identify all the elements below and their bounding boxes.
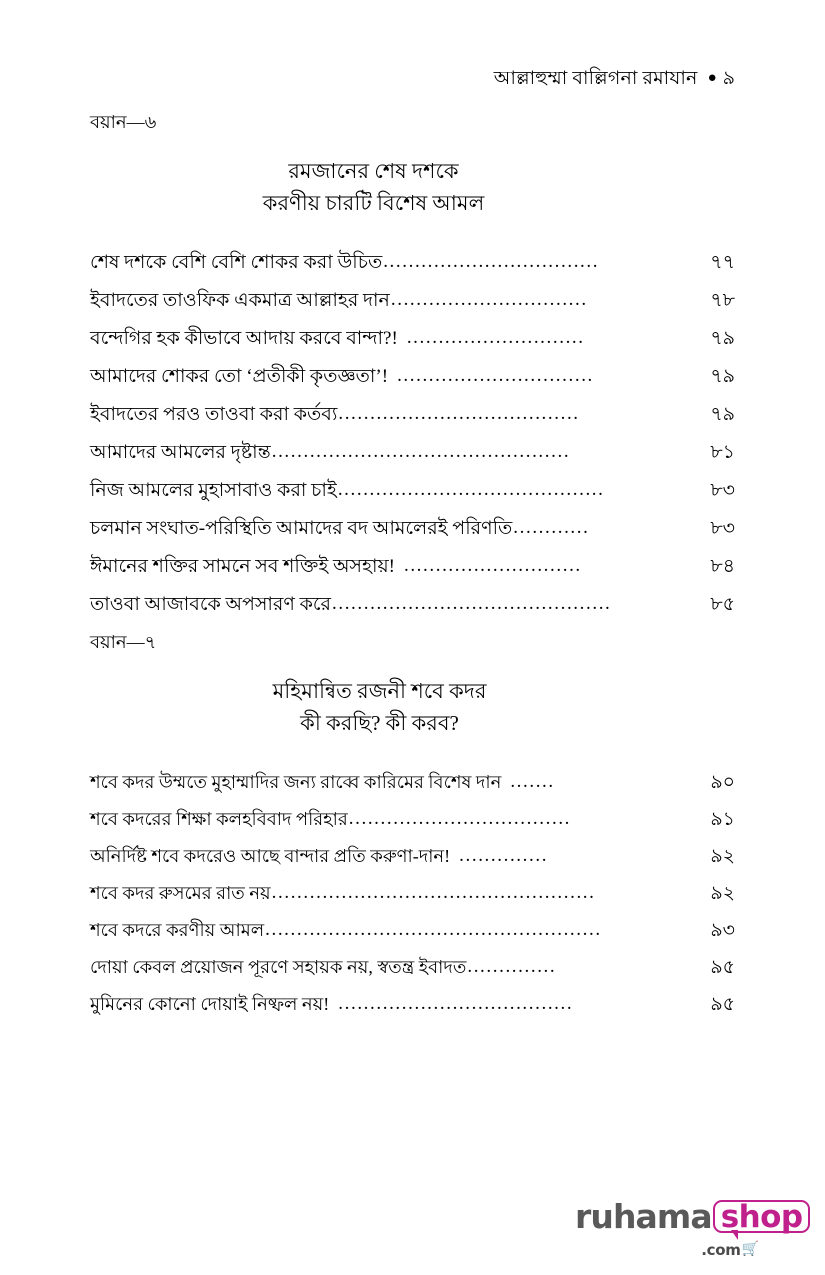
toc-entry[interactable] (90, 557, 735, 595)
running-header (90, 68, 735, 91)
toc-entry-title: মুমিনের কোনো দোয়াই নিষ্ফল নয়! (90, 994, 330, 1015)
toc-entry-page: ৭৮ (710, 290, 735, 312)
toc-entry-title: বন্দেগির হক কীভাবে আদায় করবে বান্দা?! (90, 328, 398, 350)
toc-entry-page: ৯৫ (710, 957, 735, 979)
section-title-line-2: কী করছি? কী করব? (300, 710, 459, 735)
toc-dot-leader: ............................... (397, 366, 594, 386)
toc-entry-page: ৮৫ (710, 594, 735, 616)
toc-entry-title: ইবাদতের তাওফিক একমাত্র আল্লাহর দান (90, 290, 390, 312)
toc-dot-leader: ...................................... (338, 404, 580, 424)
toc-entry-title: ঈমানের শক্তির সামনে সব শক্তিই অসহায়! (90, 556, 395, 578)
toc-dot-leader: ............................................... (271, 442, 571, 462)
logo-speech-bubble-icon (713, 1200, 811, 1233)
toc-entry-page: ৯৫ (710, 994, 735, 1016)
section-title-bayan-7 (90, 676, 735, 740)
toc-section-bayan-7 (90, 632, 735, 1032)
toc-entry[interactable] (90, 847, 735, 884)
toc-entry[interactable] (90, 291, 735, 329)
toc-entry[interactable] (90, 921, 735, 958)
toc-entry-page: ৭৯ (710, 366, 735, 388)
toc-entry[interactable] (90, 773, 735, 810)
logo-domain-row (575, 1241, 760, 1259)
toc-dot-leader: ............ (513, 518, 590, 538)
toc-entry-title: অনির্দিষ্ট শবে কদরেও আছে বান্দার প্রতি করুণা-দান! (90, 846, 451, 867)
section-title-line-1: রমজানের শেষ দশকে (288, 158, 459, 183)
toc-section-bayan-6 (90, 112, 735, 633)
toc-entry-title: দোয়া কেবল প্রয়োজন পূরণে সহায়ক নয়, স্বতন্ত্র ইবাদত (90, 957, 467, 978)
toc-entry-title: তাওবা আজাবকে অপসারণ করে (90, 594, 331, 616)
toc-entry-title: শেষ দশকে বেশি বেশি শোকর করা উচিত (90, 252, 383, 274)
toc-entry-title: শবে কদর রুসমের রাত নয় (90, 883, 271, 904)
toc-entry[interactable] (90, 519, 735, 557)
toc-entry[interactable] (90, 481, 735, 519)
toc-dot-leader: .............. (467, 957, 557, 977)
toc-entry[interactable] (90, 995, 735, 1032)
toc-entry-title: চলমান সংঘাত-পরিস্থিতি আমাদের বদ আমলেরই পরিণতি (90, 518, 513, 540)
toc-entry[interactable] (90, 329, 735, 367)
toc-entry-page: ৭৯ (710, 328, 735, 350)
bayan-label-7: বয়ান—৭ (90, 632, 157, 652)
toc-entry[interactable] (90, 810, 735, 847)
logo-accent-text: shop (720, 1199, 803, 1235)
toc-dot-leader: .............. (459, 846, 549, 866)
shopping-cart-icon: 🛒 (741, 1242, 759, 1257)
toc-entry-title: শবে কদরে করণীয় আমল (90, 920, 265, 941)
toc-dot-leader: ............................... (390, 290, 588, 310)
toc-dot-leader: ..................................... (338, 994, 574, 1014)
toc-entry[interactable] (90, 367, 735, 405)
toc-entry-title: ইবাদতের পরও তাওবা করা কর্তব্য (90, 404, 338, 426)
toc-dot-leader: ................................... (348, 809, 572, 829)
toc-entry-title: শবে কদর উম্মতে মুহাম্মাদির জন্য রাব্বে কারিমের বিশেষ দান (90, 772, 502, 793)
toc-entry-page: ৮১ (710, 442, 735, 464)
toc-entry-title: নিজ আমলের মুহাসাবাও করা চাই (90, 480, 337, 502)
toc-entry-title: শবে কদরের শিক্ষা কলহবিবাদ পরিহার (90, 809, 348, 830)
toc-entry-page: ৯৩ (710, 920, 735, 942)
toc-entry-title: আমাদের শোকর তো ‘প্রতীকী কৃতজ্ঞতা’! (90, 366, 389, 388)
toc-entry-page: ৯০ (710, 772, 735, 794)
toc-dot-leader: .......................................... (337, 480, 605, 500)
toc-entry-page: ৯১ (710, 809, 735, 831)
toc-list-bayan-7 (90, 773, 735, 1032)
running-header-page-number: ৯ (722, 68, 735, 89)
toc-dot-leader: ................................................... (271, 883, 596, 903)
section-title-line-2: করণীয় চারটি বিশেষ আমল (262, 190, 485, 215)
toc-dot-leader: ....... (510, 772, 555, 792)
toc-entry-page: ৮৩ (710, 518, 735, 540)
toc-entry[interactable] (90, 253, 735, 291)
toc-dot-leader: ............................ (406, 328, 585, 348)
section-title-bayan-6 (90, 156, 735, 220)
toc-entry-page: ৭৯ (710, 404, 735, 426)
toc-entry-page: ৭৭ (710, 252, 735, 274)
running-header-book-title: আল্লাহুম্মা বাল্লিগনা রমাযান (493, 68, 698, 89)
toc-entry[interactable] (90, 405, 735, 443)
toc-list-bayan-6 (90, 253, 735, 633)
bullet-separator-icon: ● (707, 70, 717, 86)
toc-dot-leader: ..................................................... (265, 920, 602, 940)
toc-dot-leader: .................................. (383, 252, 600, 272)
toc-entry-title: আমাদের আমলের দৃষ্টান্ত (90, 442, 271, 464)
toc-entry[interactable] (90, 884, 735, 921)
toc-entry[interactable] (90, 958, 735, 995)
logo-wordmark (575, 1197, 803, 1236)
toc-entry[interactable] (90, 443, 735, 481)
bayan-label-6: বয়ান—৬ (90, 112, 157, 132)
toc-dot-leader: ............................ (403, 556, 582, 576)
toc-entry-page: ৯২ (710, 846, 735, 868)
ruhamashop-logo[interactable] (575, 1197, 803, 1262)
toc-dot-leader: ............................................ (332, 594, 612, 614)
section-title-line-1: মহিমান্বিত রজনী শবে কদর (272, 678, 487, 703)
toc-entry-page: ৯২ (710, 883, 735, 905)
logo-primary-text: ruhama (575, 1197, 712, 1236)
toc-entry-page: ৮৩ (710, 480, 735, 502)
logo-domain-text: .com (701, 1241, 741, 1259)
toc-entry-page: ৮৪ (710, 556, 735, 578)
toc-entry[interactable] (90, 595, 735, 633)
